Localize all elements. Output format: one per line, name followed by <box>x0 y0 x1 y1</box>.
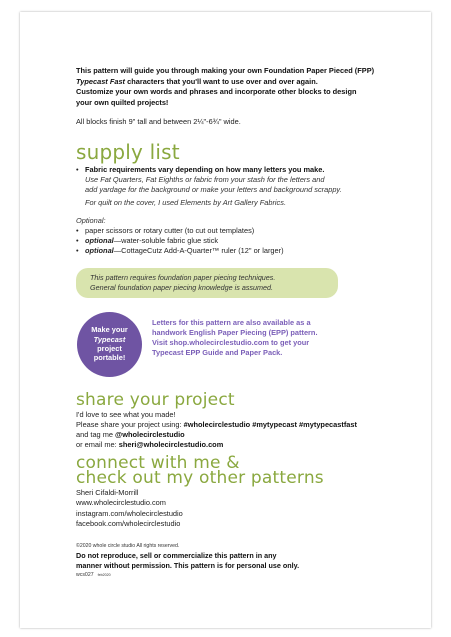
author-name: Sheri Cifaldi-Morrill <box>76 487 139 497</box>
share-heading: share your project <box>76 389 235 410</box>
share-line-2 <box>76 420 406 430</box>
promo-line-2: handwork English Paper Piecing (EPP) pattern. <box>152 327 318 337</box>
usage-notice <box>76 551 406 570</box>
page-content <box>76 66 406 579</box>
portable-badge <box>77 312 142 377</box>
list-item-text: —CottageCutz Add-A-Quarter™ ruler (12" or larger) <box>113 246 284 256</box>
connect-heading-line-1: connect with me & <box>76 452 240 473</box>
facebook-link: facebook.com/wholecirclestudio <box>76 519 181 529</box>
instagram-handle: @wholecirclestudio <box>115 429 185 439</box>
badge-line-4: portable! <box>93 353 126 363</box>
usage-notice-line-2: manner without permission. This pattern is for personal use only. <box>76 560 300 570</box>
connect-heading <box>76 452 406 488</box>
website-link: www.wholecirclestudio.com <box>76 498 166 508</box>
optional-tag: optional <box>85 246 114 256</box>
intro-line-4: your own quilted projects! <box>76 97 169 107</box>
fabric-detail-2: add yardage for the background or make your letters and background scrappy. <box>85 185 342 195</box>
fabric-requirements <box>76 165 406 175</box>
share-line-4-text: or email me: <box>76 439 119 449</box>
hashtags: #wholecirclestudio #mytypecast #mytypecastfast <box>183 419 357 429</box>
share-line-1: I'd love to see what you made! <box>76 409 176 419</box>
share-line-2-text: Please share your project using: <box>76 419 184 429</box>
legal-footer <box>76 543 406 579</box>
promo-line-3: Visit shop.wholecirclestudio.com to get your <box>152 337 310 347</box>
badge-line-2: Typecast <box>93 334 126 344</box>
badge-line-1: Make your <box>91 325 128 335</box>
optional-supplies-list <box>76 226 406 256</box>
intro-line-3: Customize your own words and phrases and incorporate other blocks to design <box>76 87 357 97</box>
epp-promo <box>76 312 406 376</box>
list-item <box>76 246 406 256</box>
badge-line-3: project <box>97 344 122 354</box>
promo-line-4: Typecast EPP Guide and Paper Pack. <box>152 347 283 357</box>
optional-tag: optional <box>85 236 114 246</box>
pattern-date: feb2020 <box>97 573 111 578</box>
list-item <box>76 236 406 246</box>
skill-note-line-2: General foundation paper piecing knowledge is assumed. <box>90 282 274 292</box>
skill-note-box <box>76 268 338 297</box>
epp-promo-text <box>152 318 362 358</box>
skill-note-line-1: This pattern requires foundation paper piecing techniques. <box>90 273 276 283</box>
intro-typecast-fast: Typecast Fast <box>76 76 126 86</box>
intro-paragraph <box>76 66 406 108</box>
list-item <box>76 226 406 236</box>
share-line-4 <box>76 440 406 450</box>
share-line-3-text: and tag me <box>76 429 116 439</box>
copyright: ©2020 whole circle studio All rights reserved. <box>76 542 180 549</box>
fabric-detail-3: For quilt on the cover, I used Elements by Art Gallery Fabrics. <box>85 198 286 208</box>
share-line-3 <box>76 430 406 440</box>
pattern-code <box>76 571 406 579</box>
list-item-text: —water-soluble fabric glue stick <box>113 236 219 246</box>
intro-line-1: This pattern will guide you through making your own Foundation Paper Pieced (FPP) <box>76 66 375 75</box>
contact-info <box>76 488 406 530</box>
optional-label: Optional: <box>76 216 106 226</box>
pattern-page <box>20 12 431 628</box>
intro-line-2: characters that you'll want to use over and over again. <box>125 76 318 86</box>
usage-notice-line-1: Do not reproduce, sell or commercialize this pattern in any <box>76 550 277 560</box>
instagram-link: instagram.com/wholecirclestudio <box>76 508 183 518</box>
supply-list-heading: supply list <box>76 140 180 165</box>
pattern-code-text: wcs027 <box>76 572 94 579</box>
connect-heading-line-2: check out my other patterns <box>76 467 324 488</box>
share-section <box>76 410 406 450</box>
fabric-detail-1: Use Fat Quarters, Fat Eighths or fabric from your stash for the letters and <box>85 175 325 185</box>
promo-line-1: Letters for this pattern are also available as a <box>152 317 311 327</box>
fabric-requirements-bold: Fabric requirements vary depending on how many letters you make. <box>85 165 325 175</box>
email-address: sheri@wholecirclestudio.com <box>118 439 224 449</box>
block-size-note: All blocks finish 9" tall and between 2¼"-6¾" wide. <box>76 117 241 127</box>
list-item-text: paper scissors or rotary cutter (to cut out templates) <box>85 226 255 236</box>
